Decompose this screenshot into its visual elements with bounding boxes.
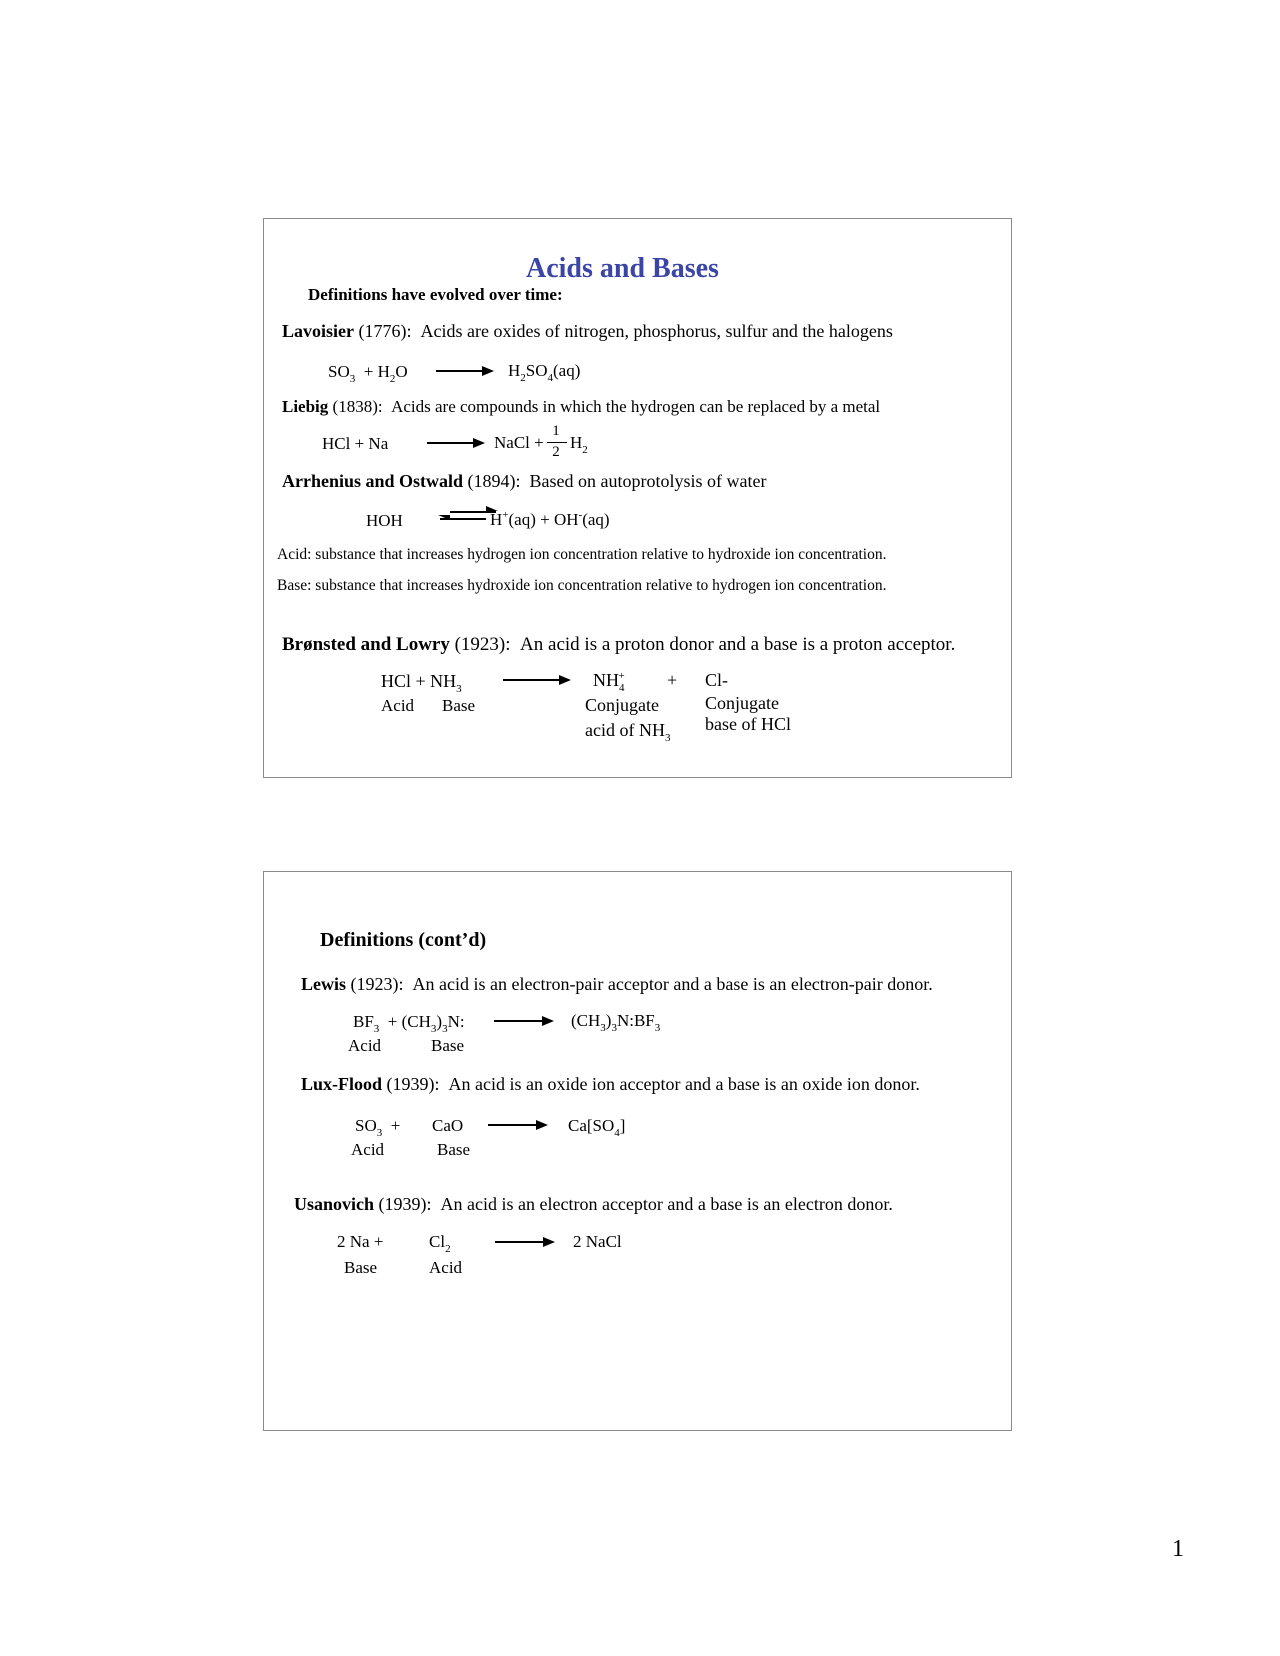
- usanovich-name: Usanovich: [294, 1194, 375, 1214]
- fraction-numerator: 1: [552, 423, 560, 439]
- acid-definition: Acid: substance that increases hydrogen ion concentration relative to hydroxide ion concentration.: [277, 546, 887, 563]
- intro-text: Definitions have evolved over time:: [308, 285, 563, 304]
- equation-6-reactant-1: $SO_3$ +: [355, 1116, 401, 1139]
- equation-2-product: NaCl +: [494, 433, 544, 452]
- reaction-arrow: [488, 1124, 546, 1126]
- page-number: 1: [1172, 1536, 1184, 1562]
- reaction-arrow: [427, 442, 483, 444]
- acid-label: Acid: [429, 1258, 463, 1277]
- equation-3-reactant: HOH: [366, 511, 403, 530]
- arrhenius-name: Arrhenius and Ostwald: [282, 471, 464, 491]
- usanovich-definition: Usanovich (1939): An acid is an electron acceptor and a base is an electron donor.: [294, 1194, 893, 1214]
- base-label: Base: [344, 1258, 378, 1277]
- equation-6-reactant-2: CaO: [432, 1116, 464, 1135]
- equation-7-product: 2 NaCl: [573, 1232, 622, 1251]
- liebig-definition: Liebig (1838): Acids are compounds in which the hydrogen can be replaced by a metal: [282, 397, 881, 416]
- lavoisier-text: Acids are oxides of nitrogen, phosphorus, sulfur and the halogens: [420, 321, 893, 341]
- reaction-arrow: [503, 679, 569, 681]
- slide-1: [263, 218, 1012, 778]
- reaction-arrow: [436, 370, 492, 372]
- reaction-arrow: [494, 1020, 552, 1022]
- slide-2: [263, 871, 1012, 1431]
- base-label: Base: [437, 1140, 471, 1159]
- equation-6-product: $Ca[SO_4]$: [568, 1116, 626, 1139]
- bronsted-definition: Brønsted and Lowry (1923): An acid is a proton donor and a base is a proton acceptor.: [282, 634, 956, 655]
- equation-3-products: H+(aq) + OH-(aq): [490, 509, 610, 529]
- equation-1-reactants: $SO_3 + H_2O$: [328, 362, 408, 385]
- liebig-name: Liebig: [282, 397, 329, 416]
- equation-7-reactant-2: $Cl_2$: [429, 1232, 451, 1255]
- equation-7-reactant-1: 2 Na +: [337, 1232, 384, 1251]
- lavoisier-name: Lavoisier: [282, 321, 354, 341]
- acid-label: Acid: [351, 1140, 385, 1159]
- acid-label: Acid: [348, 1036, 382, 1055]
- conjugate-acid-of: acid of $NH_3$: [585, 720, 671, 744]
- equation-2-h2: $H_2$: [570, 433, 588, 456]
- equation-1-product: $H_2SO_4(aq)$: [508, 361, 581, 384]
- bronsted-name: Brønsted and Lowry: [282, 634, 450, 655]
- conjugate-acid-label: Conjugate: [585, 695, 659, 715]
- equation-2-reactants: HCl + Na: [322, 434, 389, 453]
- fraction-denominator: 2: [552, 444, 560, 460]
- lewis-name: Lewis: [301, 974, 346, 994]
- slide-title: Acids and Bases: [526, 253, 719, 284]
- conjugate-base-of: base of HCl: [705, 714, 791, 734]
- base-definition: Base: substance that increases hydroxide ion concentration relative to hydrogen ion concentration.: [277, 577, 887, 594]
- arrhenius-definition: Arrhenius and Ostwald (1894): Based on autoprotolysis of water: [282, 471, 767, 491]
- conjugate-base-label: Conjugate: [705, 693, 779, 713]
- lavoisier-definition: [282, 321, 893, 342]
- reaction-arrow: [495, 1241, 553, 1243]
- lewis-definition: Lewis (1923): An acid is an electron-pair acceptor and a base is an electron-pair donor.: [301, 974, 933, 994]
- base-label: Base: [442, 696, 476, 715]
- equation-5-product: $(CH_3)_3N:BF_3$: [571, 1011, 661, 1034]
- ammonium: $NH_4^+$: [593, 670, 625, 694]
- lavoisier-year: (1776):: [354, 321, 412, 341]
- luxflood-definition: Lux-Flood (1939): An acid is an oxide ion acceptor and a base is an oxide ion donor.: [301, 1074, 920, 1094]
- equation-5-reactants: $BF_3 + (CH_3)_3N$:: [353, 1012, 465, 1035]
- chloride: Cl-: [705, 670, 729, 690]
- slide-heading: Definitions (cont’d): [320, 929, 487, 951]
- equation-4-reactants: HCl + $NH_3$: [381, 671, 462, 695]
- plus-sign: +: [667, 670, 678, 690]
- luxflood-name: Lux-Flood: [301, 1074, 383, 1094]
- base-label: Base: [431, 1036, 465, 1055]
- acid-label: Acid: [381, 696, 415, 715]
- fraction-bar: [547, 442, 567, 443]
- equilibrium-arrow-reverse: [440, 518, 486, 520]
